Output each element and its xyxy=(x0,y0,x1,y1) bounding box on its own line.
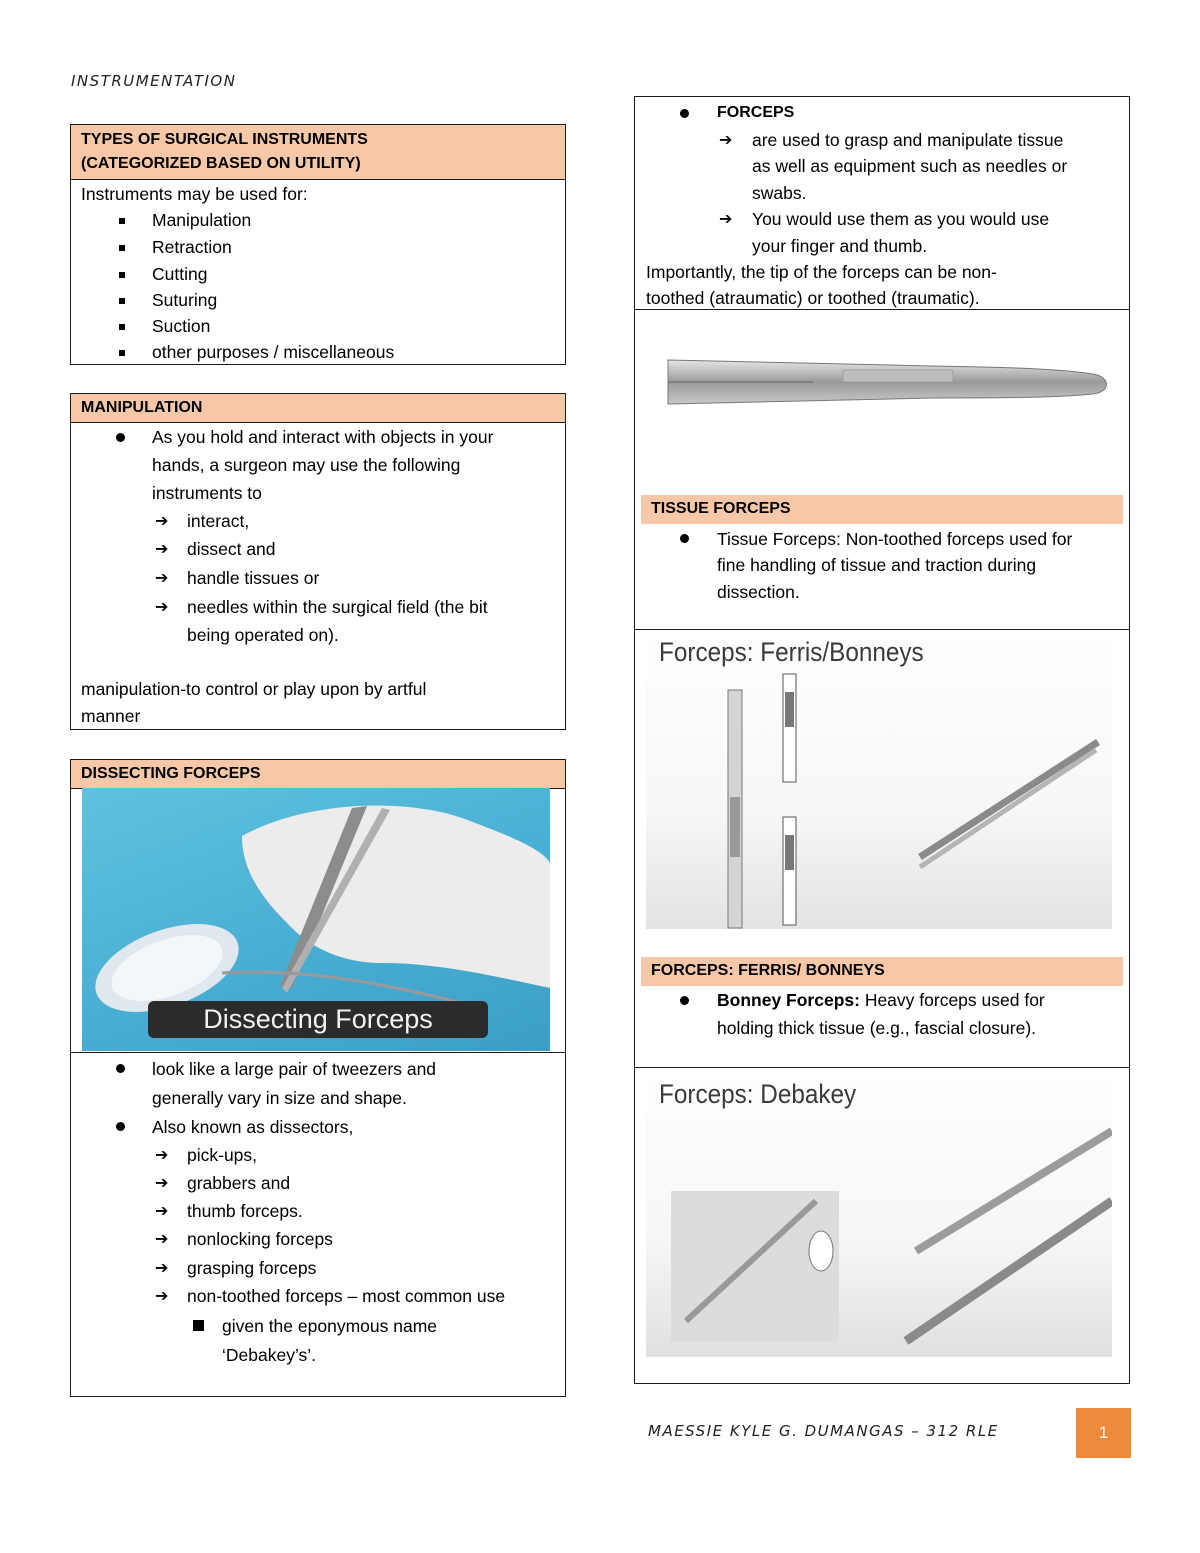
forceps-note: Importantly, the tip of the forceps can be non- xyxy=(646,262,997,282)
ferris-text: holding thick tissue (e.g., fascial closure). xyxy=(717,1018,1037,1038)
forceps-text: are used to grasp and manipulate tissue xyxy=(752,130,1064,150)
ferris-title: FORCEPS: FERRIS/ BONNEYS xyxy=(641,957,1123,986)
debakey-slide-title: Forceps: Debakey xyxy=(659,1079,857,1109)
arrow-right-icon: ➔ xyxy=(155,1145,169,1164)
dissecting-arrow-item: grasping forceps xyxy=(187,1258,317,1278)
dissecting-b1: look like a large pair of tweezers and xyxy=(152,1059,437,1079)
dissecting-b1: generally vary in size and shape. xyxy=(152,1088,407,1108)
forceps-text: as well as equipment such as needles or xyxy=(752,156,1068,176)
arrow-right-icon: ➔ xyxy=(155,597,169,616)
ferris-text-rest: Heavy forceps used for xyxy=(859,990,1045,1010)
arrow-right-icon: ➔ xyxy=(155,1229,169,1248)
tissue-forceps-image xyxy=(663,352,1113,412)
dissecting-sub: given the eponymous name xyxy=(222,1316,437,1336)
forceps-art xyxy=(663,352,1113,412)
arrow-right-icon: ➔ xyxy=(155,1201,169,1220)
types-title xyxy=(71,125,565,180)
dissecting-arrow-item: nonlocking forceps xyxy=(187,1229,333,1249)
forceps-box xyxy=(634,96,1130,310)
ferris-slide-art xyxy=(646,632,1112,929)
divider xyxy=(635,629,1129,630)
types-item: Retraction xyxy=(152,237,232,257)
dissecting-photo-caption: Dissecting Forceps xyxy=(148,1001,488,1038)
ferris-slide-title: Forceps: Ferris/Bonneys xyxy=(659,637,924,667)
manipulation-arrow-cont: being operated on). xyxy=(187,625,339,645)
dissecting-arrow-item: grabbers and xyxy=(187,1173,291,1193)
ferris-bold: Bonney Forceps: xyxy=(717,990,860,1010)
bullet-dot-icon xyxy=(116,433,125,442)
arrow-right-icon: ➔ xyxy=(155,1286,169,1305)
forceps-text: your finger and thumb. xyxy=(752,236,928,256)
tissue-title: TISSUE FORCEPS xyxy=(641,495,1123,524)
dissecting-b2: Also known as dissectors, xyxy=(152,1117,354,1137)
types-item: Manipulation xyxy=(152,210,252,230)
bullet-square-icon xyxy=(119,298,125,304)
manipulation-arrow-item: interact, xyxy=(187,511,250,531)
tissue-text: fine handling of tissue and traction during xyxy=(717,555,1037,575)
bullet-dot-icon xyxy=(680,996,689,1005)
page-header: INSTRUMENTATION xyxy=(71,72,237,90)
arrow-right-icon: ➔ xyxy=(155,511,169,530)
bullet-square-icon xyxy=(119,324,125,330)
forceps-note: toothed (atraumatic) or toothed (traumatic). xyxy=(646,288,980,308)
divider xyxy=(71,1052,565,1053)
ferris-bonneys-slide xyxy=(646,632,1112,929)
arrow-right-icon: ➔ xyxy=(155,1173,169,1192)
page-number: 1 xyxy=(1098,1423,1109,1442)
bullet-square-icon xyxy=(119,350,125,356)
types-item: Cutting xyxy=(152,264,208,284)
manipulation-arrow-item: dissect and xyxy=(187,539,276,559)
bullet-dot-icon xyxy=(680,534,689,543)
dissecting-arrow-item: non-toothed forceps – most common use xyxy=(187,1286,506,1306)
ferris-text xyxy=(717,986,1045,1014)
debakey-slide xyxy=(646,1071,1112,1357)
types-title-line2: (CATEGORIZED BASED ON UTILITY) xyxy=(81,155,361,172)
page-number-badge xyxy=(1076,1408,1131,1458)
bullet-dot-icon xyxy=(116,1064,125,1073)
tissue-text: dissection. xyxy=(717,582,800,602)
dissecting-title: DISSECTING FORCEPS xyxy=(71,760,565,789)
forceps-title: FORCEPS xyxy=(717,104,795,121)
manipulation-line: hands, a surgeon may use the following xyxy=(152,455,461,475)
manipulation-arrow-item: needles within the surgical field (the bit xyxy=(187,597,488,617)
right-lower-box xyxy=(634,309,1130,1384)
bullet-square-icon xyxy=(119,218,125,224)
forceps-text: swabs. xyxy=(752,183,807,203)
debakey-slide-art xyxy=(646,1071,1112,1357)
dissecting-arrow-item: pick-ups, xyxy=(187,1145,258,1165)
arrow-right-icon: ➔ xyxy=(719,130,733,149)
bullet-dot-icon xyxy=(116,1122,125,1131)
arrow-right-icon: ➔ xyxy=(719,209,733,228)
types-title-line1: TYPES OF SURGICAL INSTRUMENTS xyxy=(81,131,368,148)
types-box xyxy=(70,124,566,365)
manipulation-box xyxy=(70,393,566,730)
manipulation-line: As you hold and interact with objects in your xyxy=(152,427,494,447)
arrow-right-icon: ➔ xyxy=(155,568,169,587)
types-intro: Instruments may be used for: xyxy=(81,184,308,204)
dissecting-sub: ‘Debakey’s’. xyxy=(222,1345,317,1365)
manipulation-definition: manipulation-to control or play upon by artful xyxy=(81,679,427,699)
dissecting-arrow-item: thumb forceps. xyxy=(187,1201,303,1221)
dissecting-forceps-photo xyxy=(82,788,550,1051)
types-item: Suturing xyxy=(152,290,218,310)
tissue-text: Tissue Forceps: Non-toothed forceps used for xyxy=(717,529,1073,549)
manipulation-line: instruments to xyxy=(152,483,262,503)
footer-author: MAESSIE KYLE G. DUMANGAS – 312 RLE xyxy=(648,1422,999,1440)
dissecting-box xyxy=(70,759,566,1397)
bullet-square-icon xyxy=(119,245,125,251)
arrow-right-icon: ➔ xyxy=(155,1258,169,1277)
arrow-right-icon: ➔ xyxy=(155,539,169,558)
bullet-square-icon xyxy=(119,272,125,278)
types-item: other purposes / miscellaneous xyxy=(152,342,395,362)
manipulation-title: MANIPULATION xyxy=(71,394,565,423)
bullet-square-icon xyxy=(193,1320,204,1331)
forceps-text: You would use them as you would use xyxy=(752,209,1050,229)
types-item: Suction xyxy=(152,316,211,336)
bullet-dot-icon xyxy=(680,109,689,118)
manipulation-arrow-item: handle tissues or xyxy=(187,568,320,588)
divider xyxy=(635,1067,1129,1068)
manipulation-definition: manner xyxy=(81,706,141,726)
